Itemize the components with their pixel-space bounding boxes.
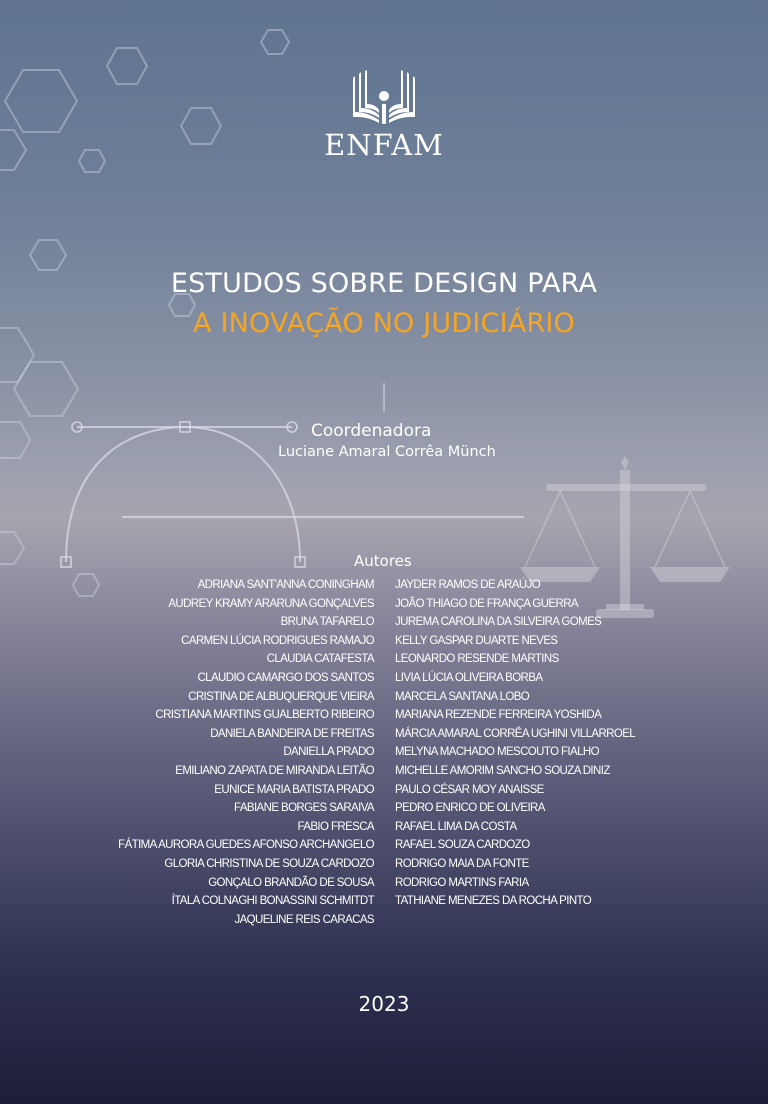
author-name: PEDRO ENRICO DE OLIVEIRA xyxy=(395,802,545,815)
open-book-person-icon xyxy=(349,70,419,126)
author-name: JOÃO THIAGO DE FRANÇA GUERRA xyxy=(395,597,578,610)
logo-text: ENFAM xyxy=(324,128,444,162)
author-name: GLORIA CHRISTINA DE SOUZA CARDOZO xyxy=(164,857,374,870)
author-name: MARCELA SANTANA LOBO xyxy=(395,690,530,703)
authors-list-left xyxy=(118,576,374,929)
author-name: MELYNA MACHADO MESCOUTO FIALHO xyxy=(395,746,599,759)
author-name: LEONARDO RESENDE MARTINS xyxy=(395,653,559,666)
coordinator-name: Luciane Amaral Corrêa Münch xyxy=(278,444,496,460)
author-name: RAFAEL LIMA DA COSTA xyxy=(395,820,517,833)
author-name: CLAUDIO CAMARGO DOS SANTOS xyxy=(197,671,374,684)
author-name: KELLY GASPAR DUARTE NEVES xyxy=(395,634,558,647)
author-name: EMILIANO ZAPATA DE MIRANDA LEITÃO xyxy=(175,764,374,777)
author-name: DANIELA BANDEIRA DE FREITAS xyxy=(210,727,374,740)
author-name: ADRIANA SANT'ANNA CONINGHAM xyxy=(197,579,374,591)
author-name: MÁRCIA AMARAL CORRÊA UGHINI VILLARROEL xyxy=(395,727,636,740)
author-name: JAQUELINE REIS CARACAS xyxy=(234,913,374,926)
author-name: MICHELLE AMORIM SANCHO SOUZA DINIZ xyxy=(395,764,610,777)
author-name: JUREMA CAROLINA DA SILVEIRA GOMES xyxy=(395,616,602,629)
title-line-2: A INOVAÇÃO NO JUDICIÁRIO xyxy=(193,308,575,339)
author-name: RODRIGO MARTINS FARIA xyxy=(395,876,529,889)
author-name: FÁTIMA AURORA GUEDES AFONSO ARCHANGELO xyxy=(118,839,374,852)
author-name: AUDREY KRAMY ARARUNA GONÇALVES xyxy=(168,597,374,610)
author-name: FABIO FRESCA xyxy=(297,820,374,833)
author-name: EUNICE MARIA BATISTA PRADO xyxy=(214,783,374,796)
author-name: CRISTIANA MARTINS GUALBERTO RIBEIRO xyxy=(155,709,374,722)
author-name: JAYDER RAMOS DE ARAÚJO xyxy=(395,579,541,591)
author-name: RAFAEL SOUZA CARDOZO xyxy=(395,839,530,852)
publication-year: 2023 xyxy=(358,992,410,1016)
enfam-logo xyxy=(320,70,448,162)
author-name: CLAUDIA CATAFESTA xyxy=(266,653,374,666)
author-name: ÍTALA COLNAGHI BONASSINI SCHMITDT xyxy=(171,895,374,908)
author-name: LIVIA LÚCIA OLIVEIRA BORBA xyxy=(395,671,543,684)
author-name: MARIANA REZENDE FERREIRA YOSHIDA xyxy=(395,709,602,722)
title-line-1: ESTUDOS SOBRE DESIGN PARA xyxy=(170,268,598,299)
author-name: GONÇALO BRANDÃO DE SOUSA xyxy=(208,876,374,889)
author-name: BRUNA TAFARELO xyxy=(280,616,374,629)
author-name: TATHIANE MENEZES DA ROCHA PINTO xyxy=(395,895,592,908)
author-name: PAULO CÉSAR MOY ANAISSE xyxy=(395,783,544,796)
author-name: RODRIGO MAIA DA FONTE xyxy=(395,857,529,870)
author-name: DANIELLA PRADO xyxy=(283,746,374,759)
author-name: CARMEN LÚCIA RODRIGUES RAMAJO xyxy=(181,634,374,647)
author-name: FABIANE BORGES SARAIVA xyxy=(234,802,374,815)
author-name: CRISTINA DE ALBUQUERQUE VIEIRA xyxy=(188,690,374,703)
coordinator-role: Coordenadora xyxy=(311,421,432,441)
authors-heading: Autores xyxy=(354,552,412,570)
authors-list-right xyxy=(395,576,635,911)
